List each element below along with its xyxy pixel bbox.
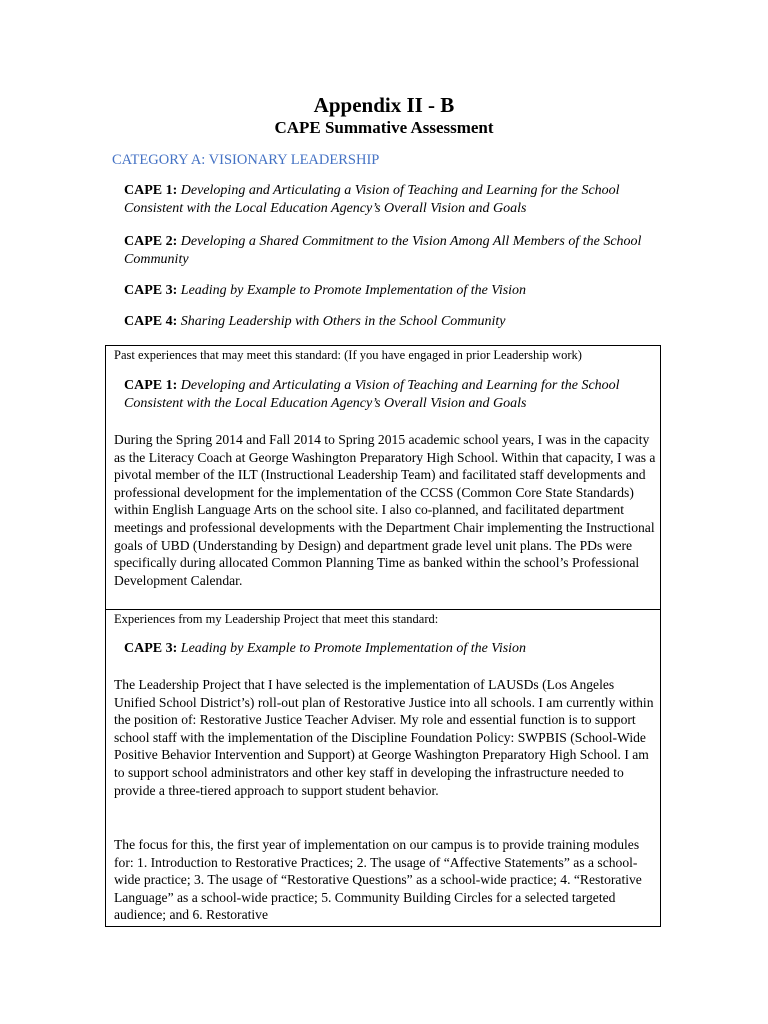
- cape-description: Developing a Shared Commitment to the Vision Among All Members of the School Community: [124, 234, 642, 267]
- past-experiences-paragraph: During the Spring 2014 and Fall 2014 to Spring 2015 academic school years, I was in the capacity as the Literacy Coach at George Washington Preparatory High School. Within that capacity, I was a pivotal member of the ILT (Instructional Leadership Team) and facilitated staff developments and professional development for the implementation of the CCSS (Common Core State Standards) within English Language Arts on the school site. I also co-planned, and facilitated department meetings and professional developments with the Department Chair implementing the Instructional goals of UBD (Understanding by Design) and department grade level unit plans. The PDs were specifically during allocated Common Planning Time as banked within the school’s Professional Development Calendar.: [114, 432, 656, 588]
- project-paragraph-1: The Leadership Project that I have selected is the implementation of LAUSDs (Los Angeles Unified School District’s) roll-out plan of Restorative Justice into all schools. I am currently within the position of: Restorative Justice Teacher Adviser. My role and essential function is to support school staff with the implementation of the Discipline Foundation Policy: SWPBIS (School-Wide Positive Behavior Intervention and Support) at George Washington Preparatory High School. I am to support school administrators and other key staff in developing the infrastructure needed to provide a three-tiered approach to support student behavior.: [114, 677, 654, 798]
- past-experiences-box: [105, 345, 661, 610]
- leadership-project-box: [105, 609, 661, 927]
- cape-label: CAPE 2:: [124, 234, 178, 249]
- cape-description: Leading by Example to Promote Implementation of the Vision: [180, 641, 527, 656]
- leadership-project-heading: Experiences from my Leadership Project that meet this standard:: [114, 612, 439, 626]
- cape-description: Sharing Leadership with Others in the School Community: [180, 314, 506, 329]
- cape-description: Developing and Articulating a Vision of Teaching and Learning for the School Consistent with the Local Education Agency’s Overall Vision and Goals: [124, 378, 620, 411]
- cape-label: CAPE 1:: [124, 378, 178, 393]
- page-title: Appendix II - B: [313, 93, 455, 117]
- cape-label: CAPE 3:: [124, 283, 178, 298]
- category-heading: CATEGORY A: VISIONARY LEADERSHIP: [112, 152, 380, 168]
- cape-description: Developing and Articulating a Vision of Teaching and Learning for the School Consistent with the Local Education Agency’s Overall Vision and Goals: [124, 183, 620, 216]
- cape-2-item: [124, 233, 664, 269]
- project-cape-item: [124, 640, 664, 658]
- cape-3-item: [124, 282, 664, 300]
- cape-label: CAPE 3:: [124, 641, 178, 656]
- cape-1-item: [124, 182, 664, 218]
- cape-label: CAPE 4:: [124, 314, 178, 329]
- past-experiences-heading: Past experiences that may meet this standard: (If you have engaged in prior Leadership work): [114, 348, 582, 362]
- page-subtitle: CAPE Summative Assessment: [274, 118, 494, 137]
- past-cape-item: [124, 377, 664, 413]
- cape-4-item: [124, 313, 664, 331]
- project-paragraph-2: The focus for this, the first year of implementation on our campus is to provide training modules for: 1. Introduction to Restorative Practices; 2. The usage of “Affective Statements” as a school-wide practice; 3. The usage of “Restorative Questions” as a school-wide practice; 4. “Restorative Language” as a school-wide practice; 5. Community Building Circles for a selected targeted audience; and 6. Restorative: [114, 837, 642, 923]
- cape-label: CAPE 1:: [124, 183, 178, 198]
- cape-description: Leading by Example to Promote Implementation of the Vision: [180, 283, 527, 298]
